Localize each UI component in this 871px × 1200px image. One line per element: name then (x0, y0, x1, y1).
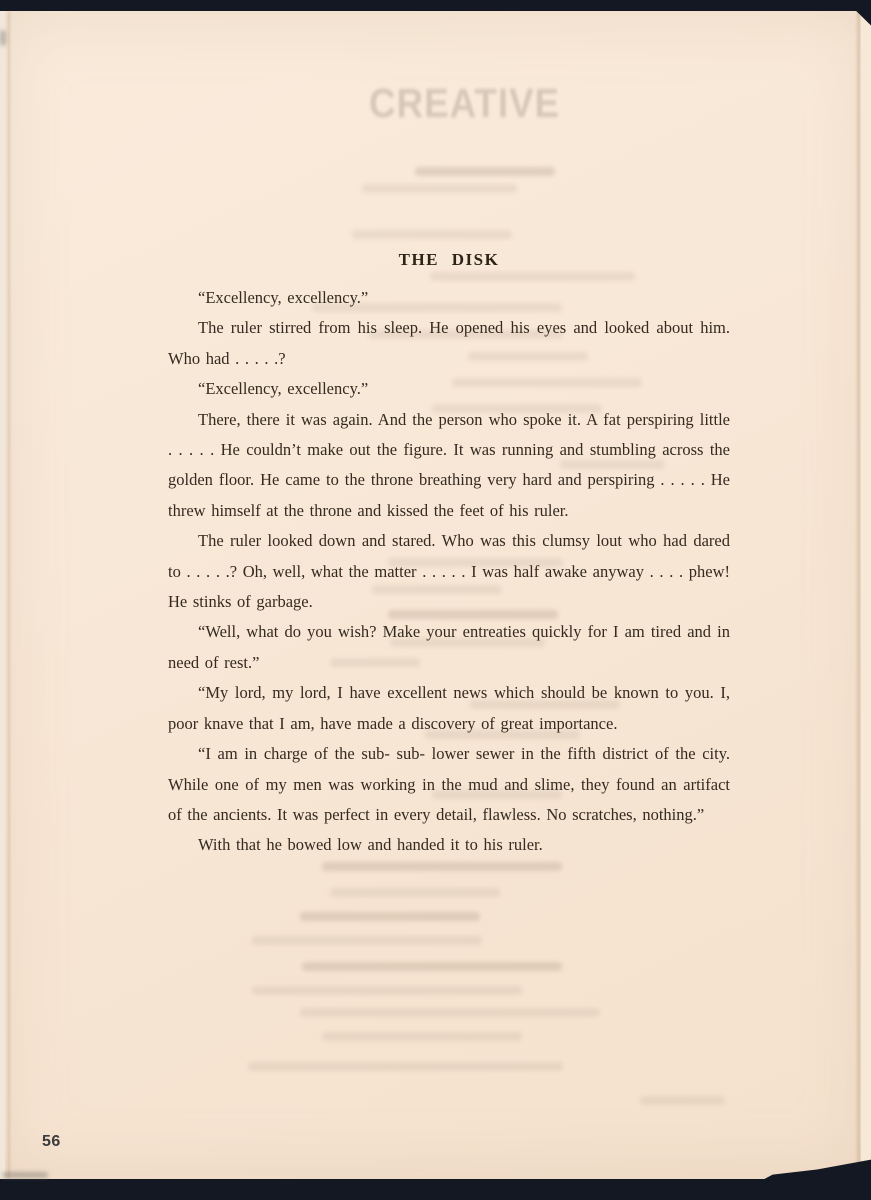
story-paragraphs (168, 283, 730, 861)
ghost-text-line (302, 962, 562, 971)
ghost-text-line (300, 912, 480, 921)
ghost-text-line (640, 1096, 725, 1105)
page-number: 56 (42, 1133, 61, 1150)
ghost-text-line (362, 184, 517, 193)
ghost-text-line (352, 230, 512, 239)
story-paragraph: “Well, what do you wish? Make your entreaties quickly for I am tired and in need of rest.” (168, 622, 730, 672)
story-paragraph: “Excellency, excellency.” (198, 379, 369, 399)
story-text-block (168, 250, 730, 861)
page-right-edge (861, 11, 871, 1179)
ghost-text-line (322, 862, 562, 871)
story-paragraph: “I am in charge of the sub- sub- lower sewer in the fifth district of the city. While one of my men was working in the mud and slime, they found an artifact of the ancients. It was perfect in every detail, flawless. No scratches, nothing.” (168, 744, 730, 824)
ghost-text-line (415, 167, 555, 176)
ghost-text-line (248, 1062, 563, 1071)
ghost-text-line (252, 936, 482, 945)
story-title: THE DISK (398, 250, 500, 269)
ghost-text-line (252, 986, 522, 995)
ghost-text-line (300, 1008, 600, 1017)
ghost-bleedthrough-title: CREATIVE (369, 80, 561, 126)
ghost-text-line (330, 888, 500, 897)
story-paragraph: “Excellency, excellency.” (198, 288, 369, 307)
page-left-edge (0, 11, 5, 1179)
story-paragraph: The ruler stirred from his sleep. He opened his eyes and looked about him. Who had . . . . .? (168, 318, 730, 368)
page-right-crease (857, 11, 860, 1179)
ghost-text-line (322, 1032, 522, 1041)
story-paragraph: The ruler looked down and stared. Who was this clumsy lout who had dared to . . . . .? Oh, well, what the matter . . . . . I was half awake anyway . . . . phew! He stinks of garbage. (168, 531, 730, 612)
story-paragraph: There, there it was again. And the person who spoke it. A fat perspiring little . . . . . He couldn’t make out the figure. It was running and stumbling across the golden floor. He came to the throne breathing very hard and perspiring . . . . . He threw himself at the throne and kissed the feet of his ruler. (168, 409, 730, 520)
scan-smudge (2, 1172, 48, 1178)
story-paragraph: “My lord, my lord, I have excellent news which should be known to you. I, poor knave that I am, have made a discovery of great importance. (168, 683, 730, 733)
page-left-crease (8, 11, 10, 1179)
scan-smudge (0, 30, 6, 46)
story-paragraph: With that he bowed low and handed it to his ruler. (198, 835, 543, 855)
